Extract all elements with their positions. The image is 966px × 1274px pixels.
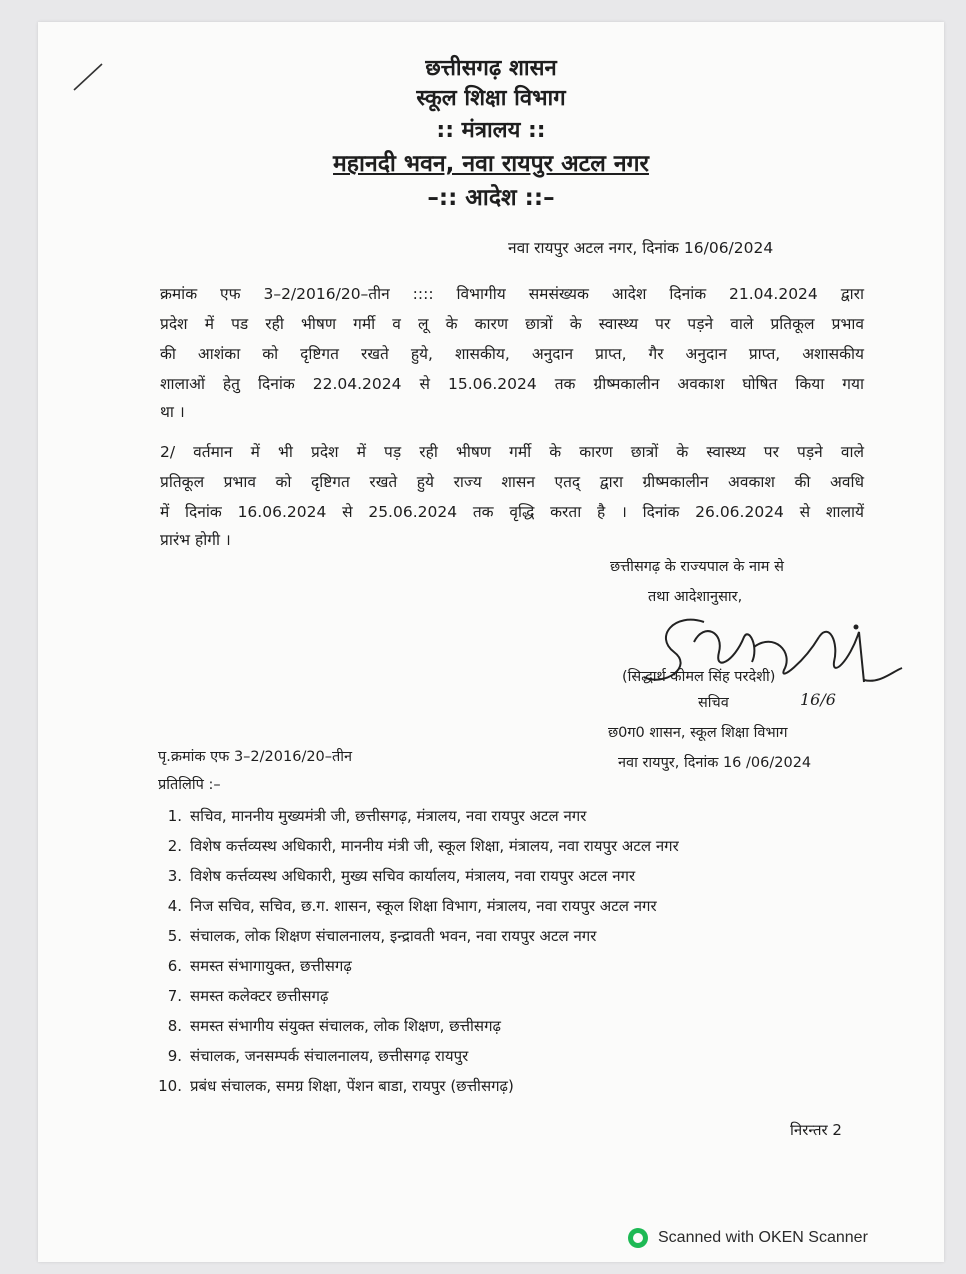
list-item: 1. सचिव, माननीय मुख्यमंत्री जी, छत्तीसगढ़, मंत्रालय, नवा रायपुर अटल नगर <box>167 807 587 825</box>
header-address: महानदी भवन, नवा रायपुर अटल नगर <box>333 151 649 177</box>
para2-line: प्रतिकूल प्रभाव को दृष्टिगत रखते हुये राज्य शासन एतद् द्वारा ग्रीष्मकालीन अवकाश की अवधि <box>160 473 864 491</box>
copy-label: प्रतिलिपि :– <box>158 777 221 793</box>
header-ministry: :: मंत्रालय :: <box>436 118 546 143</box>
list-item: 2. विशेष कर्त्तव्यस्थ अधिकारी, माननीय मंत्री जी, स्कूल शिक्षा, मंत्रालय, नवा रायपुर अटल नगर <box>167 837 679 855</box>
para1-line: शालाओं हेतु दिनांक 22.04.2024 से 15.06.2024 तक ग्रीष्मकालीन अवकाश घोषित किया गया <box>160 375 864 393</box>
by-order-line: तथा आदेशानुसार, <box>648 589 743 605</box>
list-item: 9. संचालक, जनसम्पर्क संचालनालय, छत्तीसगढ़ रायपुर <box>167 1047 469 1065</box>
signature-date: नवा रायपुर, दिनांक 16 /06/2024 <box>618 755 812 771</box>
signatory-department: छ0ग0 शासन, स्कूल शिक्षा विभाग <box>608 725 788 741</box>
document-page <box>38 22 944 1262</box>
list-item: 4. निज सचिव, सचिव, छ.ग. शासन, स्कूल शिक्षा विभाग, मंत्रालय, नवा रायपुर अटल नगर <box>167 897 657 915</box>
para2-line: 2/ वर्तमान में भी प्रदेश में पड़ रही भीषण गर्मी के कारण छात्रों के स्वास्थ्य पर पड़ने वाले <box>160 443 864 461</box>
header-department: स्कूल शिक्षा विभाग <box>416 86 566 111</box>
scanner-logo-icon <box>628 1228 648 1248</box>
signatory-designation: सचिव <box>698 695 729 711</box>
handwritten-date: 16/6 <box>800 690 836 709</box>
para1-line: क्रमांक एफ 3–2/2016/20–तीन :::: विभागीय समसंख्यक आदेश दिनांक 21.04.2024 द्वारा <box>160 285 864 303</box>
para2-line: प्रारंभ होगी । <box>160 531 231 549</box>
endorsement-ref: पृ.क्रमांक एफ 3–2/2016/20–तीन <box>158 749 353 765</box>
list-item: 7. समस्त कलेक्टर छत्तीसगढ़ <box>167 987 329 1005</box>
list-item: 8. समस्त संभागीय संयुक्त संचालक, लोक शिक्षण, छत्तीसगढ़ <box>167 1017 501 1035</box>
header-order-title: –:: आदेश ::– <box>427 185 555 211</box>
continued-note: निरन्तर 2 <box>790 1121 842 1139</box>
list-item: 3. विशेष कर्त्तव्यस्थ अधिकारी, मुख्य सचिव कार्यालय, मंत्रालय, नवा रायपुर अटल नगर <box>167 867 636 885</box>
para1-line: की आशंका को दृष्टिगत रखते हुये, शासकीय, अनुदान प्राप्त, गैर अनुदान प्राप्त, अशासकीय <box>160 345 864 363</box>
list-item: 6. समस्त संभागायुक्त, छत्तीसगढ़ <box>167 957 352 975</box>
scanner-watermark-text: Scanned with OKEN Scanner <box>658 1229 868 1246</box>
para2-line: में दिनांक 16.06.2024 से 25.06.2024 तक वृद्धि करता है । दिनांक 26.06.2024 से शालायें <box>160 503 864 521</box>
governor-name-line: छत्तीसगढ़ के राज्यपाल के नाम से <box>610 559 784 575</box>
signatory-name: (सिद्धार्थ कोमल सिंह परदेशी) <box>622 669 776 685</box>
list-item: 10. प्रबंध संचालक, समग्र शिक्षा, पेंशन बाडा, रायपुर (छत्तीसगढ़) <box>158 1077 514 1095</box>
list-item: 5. संचालक, लोक शिक्षण संचालनालय, इन्द्रावती भवन, नवा रायपुर अटल नगर <box>167 927 597 945</box>
para1-line: था । <box>160 403 185 421</box>
header-government: छत्तीसगढ़ शासन <box>425 56 557 81</box>
para1-line: प्रदेश में पड रही भीषण गर्मी व लू के कारण छात्रों के स्वास्थ्य पर पड़ने वाले प्रतिकूल प्रभाव <box>160 315 864 333</box>
order-date-line: नवा रायपुर अटल नगर, दिनांक 16/06/2024 <box>508 239 774 257</box>
scanner-watermark <box>628 1228 868 1248</box>
